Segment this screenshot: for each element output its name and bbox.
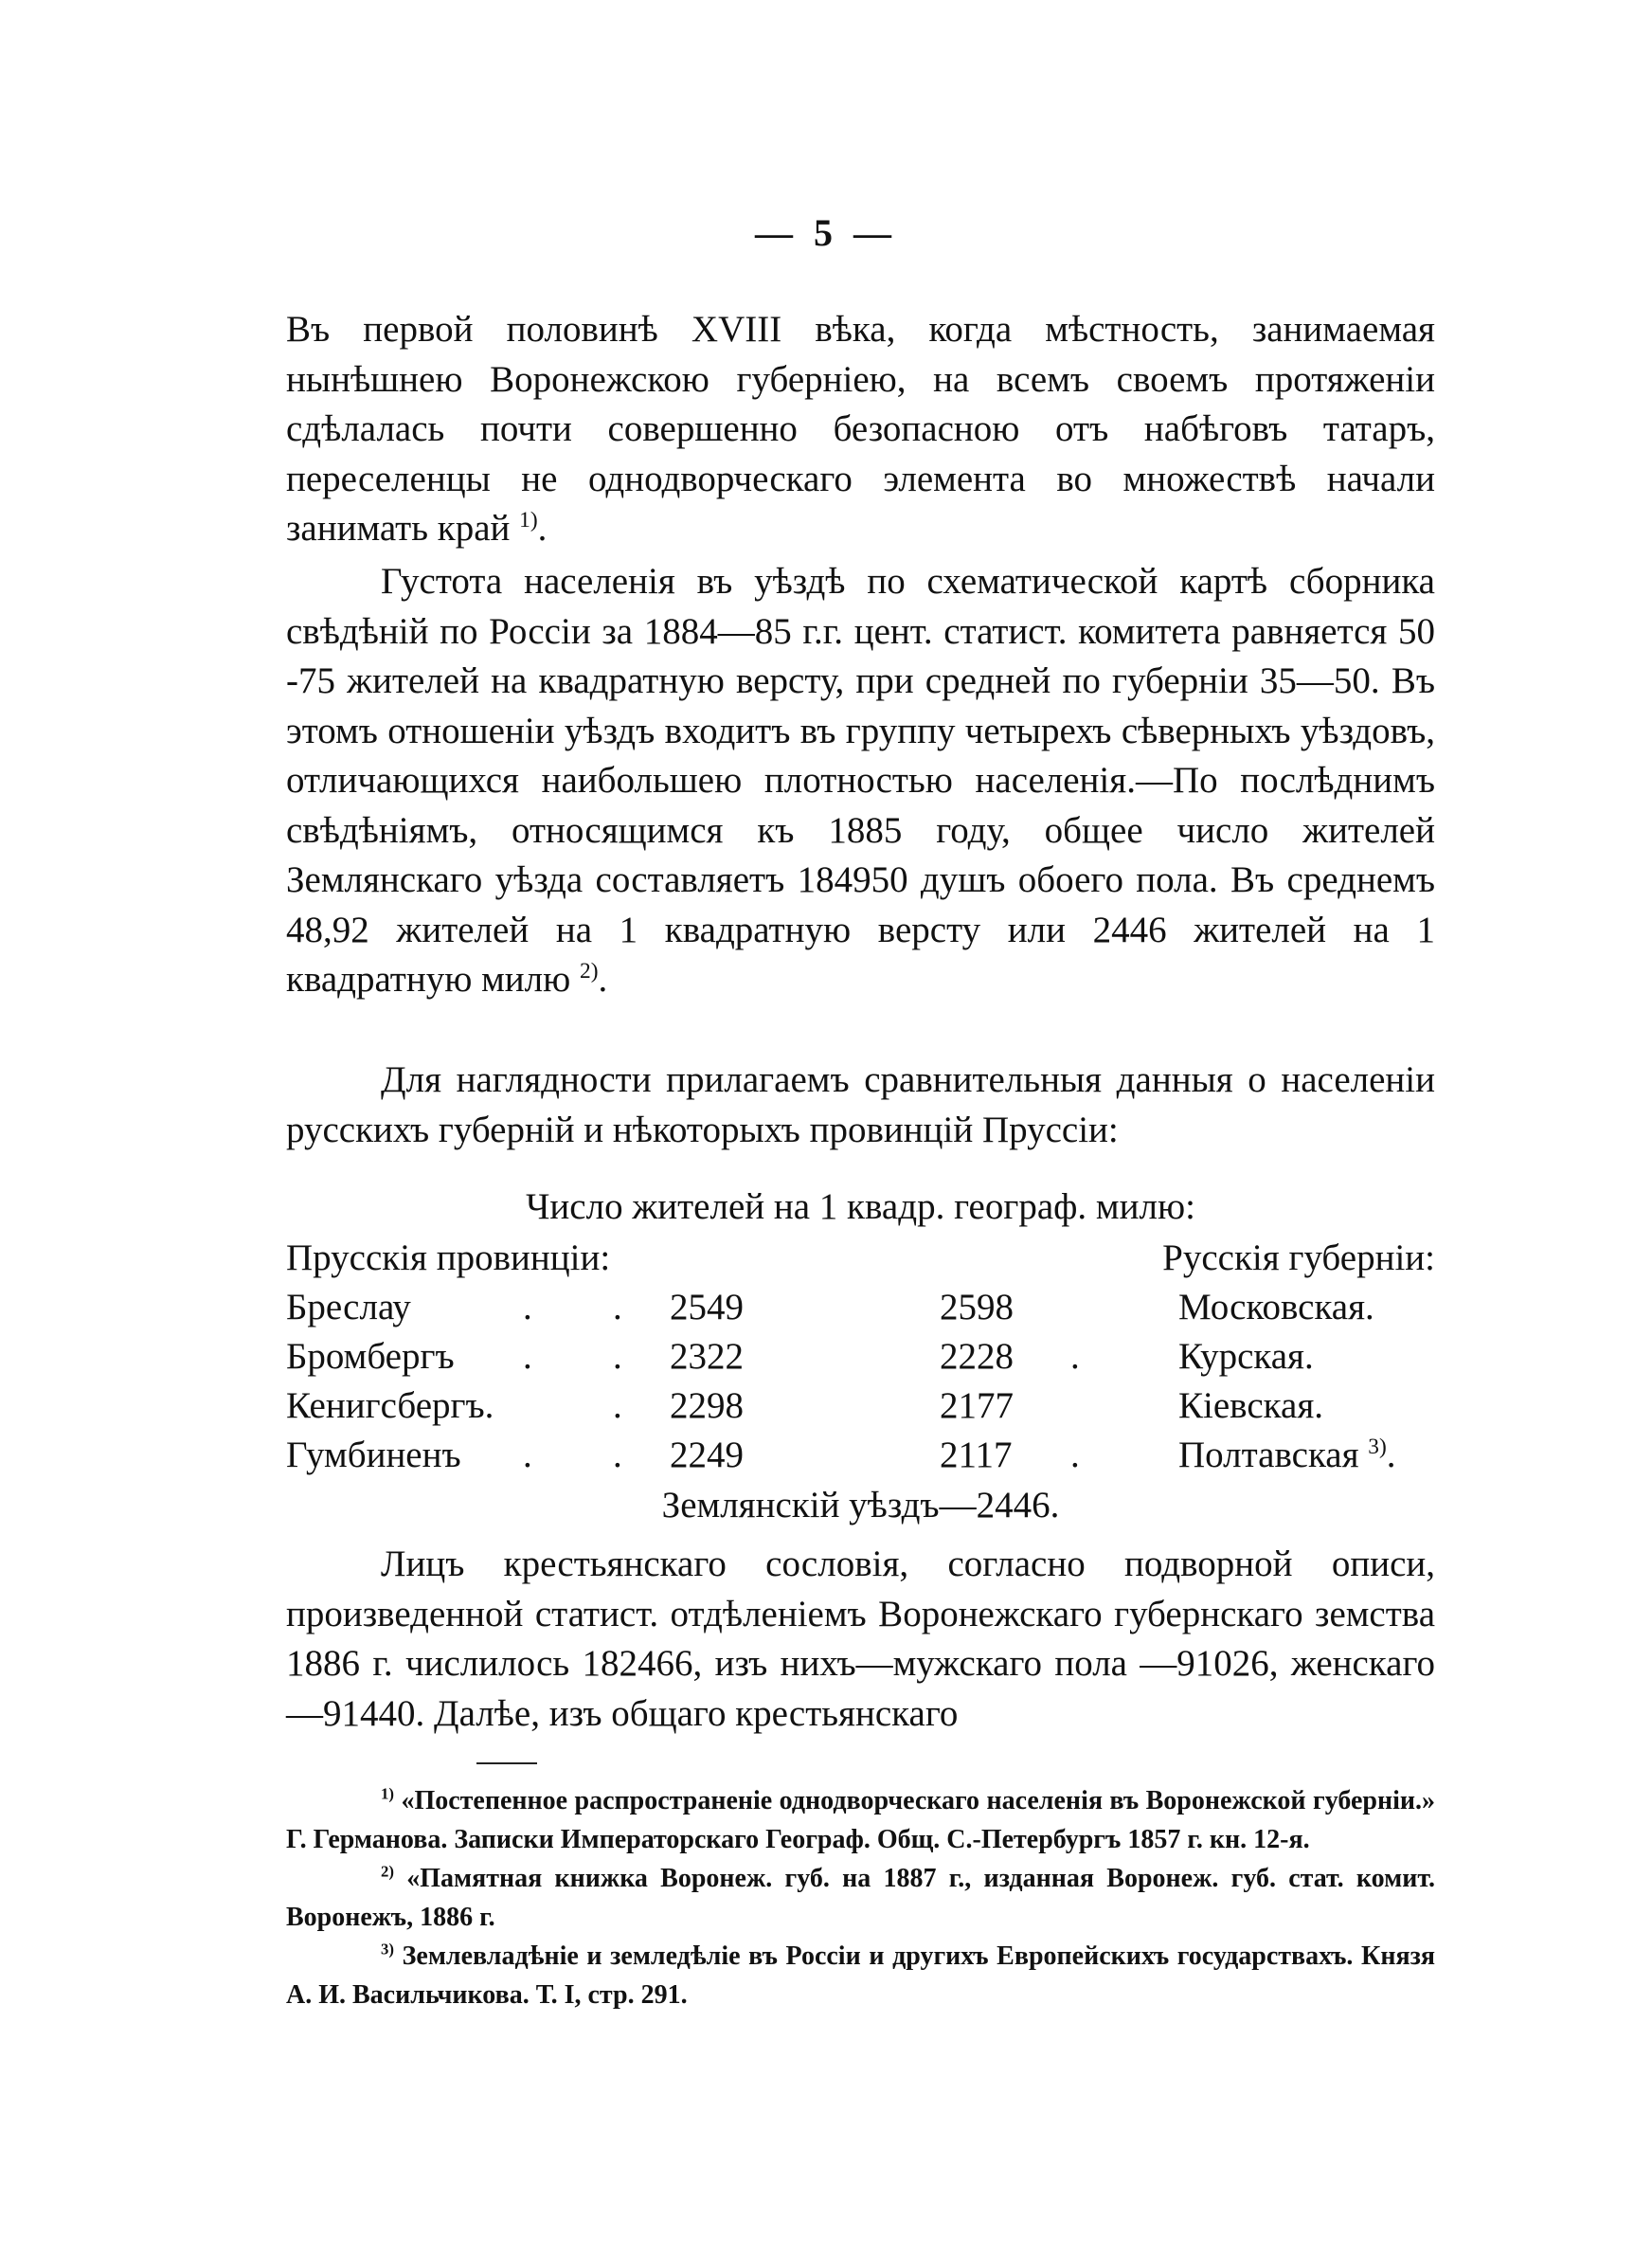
- footnote-ref-1: 1): [519, 508, 538, 533]
- leader-dots: .: [1070, 1336, 1080, 1377]
- table-total: Землянскій уѣздъ—2446.: [661, 1485, 1060, 1526]
- russia-value: 2228: [940, 1336, 1014, 1377]
- footnote-mark: 1): [381, 1784, 394, 1803]
- paragraph-3-text: Для наглядности прилагаемъ сравнительныя данныя о населеніи русскихъ губерній и нѣкоторыхъ провинцій Пруссіи:: [286, 1059, 1435, 1150]
- table-row: [286, 1381, 1435, 1431]
- leader-dots: .: [613, 1435, 622, 1475]
- paragraph-1: [286, 305, 1435, 554]
- table-header-row: [286, 1234, 1435, 1283]
- paragraph-4: [286, 1540, 1435, 1739]
- table-row: [286, 1431, 1435, 1480]
- leader-dots: .: [613, 1287, 622, 1327]
- footnotes: [286, 1781, 1435, 2014]
- leader-dots: .: [613, 1336, 622, 1377]
- russia-value: 2177: [940, 1385, 1014, 1426]
- prussia-value: 2249: [670, 1435, 744, 1475]
- table-header-russia: Русскія губерніи:: [1162, 1237, 1435, 1278]
- paragraph-2: [286, 557, 1435, 1005]
- table-row: [286, 1332, 1435, 1381]
- russia-value: 2598: [940, 1287, 1014, 1327]
- prussia-value: 2298: [670, 1385, 744, 1426]
- footnote-ref-2: 2): [580, 959, 599, 984]
- paragraph-4-text: Лицъ крестьянскаго сословія, согласно подворной описи, произведенной статист. отдѣленіемъ Воронежскаго губернскаго земства 1886 г. числилось 182466, изъ нихъ—мужскаго пола —91026, женскаго—91440. Далѣе, изъ общаго крестьянскаго: [286, 1544, 1435, 1734]
- footnote: [286, 1781, 1435, 1859]
- footnote: [286, 1859, 1435, 1937]
- leader-dots: .: [1070, 1435, 1080, 1475]
- guberniya-end: .: [1386, 1435, 1396, 1475]
- paragraph-1-end: .: [537, 508, 548, 549]
- footnote-text: «Памятная книжка Воронеж. губ. на 1887 г., изданная Воронеж. губ. стат. комит. Воронежъ, 1886 г.: [286, 1864, 1435, 1932]
- paragraph-3: [286, 1056, 1435, 1155]
- russia-guberniya: [1178, 1431, 1396, 1480]
- prussia-province: Кенигсбергъ.: [286, 1385, 494, 1426]
- leader-dots: .: [523, 1287, 532, 1327]
- footnote-ref-3: 3): [1368, 1435, 1387, 1459]
- prussia-province: Бромбергъ: [286, 1336, 455, 1377]
- footnote-mark: 3): [381, 1940, 394, 1959]
- page-number: — 5 —: [755, 211, 897, 254]
- russia-guberniya: Московская.: [1178, 1287, 1374, 1327]
- russia-guberniya: Курская.: [1178, 1336, 1314, 1377]
- comparison-table: [286, 1283, 1435, 1480]
- footnote: [286, 1937, 1435, 2014]
- prussia-value: 2549: [670, 1287, 744, 1327]
- russia-guberniya: Кіевская.: [1178, 1385, 1324, 1426]
- footnote-mark: 2): [381, 1862, 394, 1881]
- footnote-text: Землевладѣніе и земледѣліе въ Россіи и другихъ Европейскихъ государствахъ. Князя А. И. Васильчикова. Т. I, стр. 291.: [286, 1941, 1436, 2010]
- paragraph-1-text: Въ первой половинѣ XVIII вѣка, когда мѣстность, занимаемая нынѣшнею Воронежскою губерніею, на всемъ своемъ протяженіи сдѣлалась почти совершенно безопасною отъ набѣговъ татаръ, переселенцы не однодворческаго элемента во множествѣ начали занимать край: [286, 309, 1435, 549]
- prussia-province: Гумбиненъ: [286, 1435, 461, 1475]
- prussia-province: Бреслау: [286, 1287, 411, 1327]
- leader-dots: .: [613, 1385, 622, 1426]
- footnote-divider: [476, 1762, 537, 1764]
- table-title: Число жителей на 1 квадр. географ. милю:: [526, 1186, 1195, 1227]
- leader-dots: .: [523, 1435, 532, 1475]
- paragraph-2-end: .: [598, 959, 608, 1000]
- footnote-text: «Постепенное распространеніе однодворческаго населенія въ Воронежской губерніи.» Г. Германова. Записки Императорскаго Географ. Общ. С.-Петербургъ 1857 г. кн. 12-я.: [286, 1786, 1436, 1854]
- russia-value: 2117: [940, 1435, 1013, 1475]
- leader-dots: .: [523, 1336, 532, 1377]
- paragraph-2-text: Густота населенія въ уѣздѣ по схематической картѣ сборника свѣдѣній по Россіи за 1884—85 г.г. цент. статист. комитета равняется 50 -75 жителей на квадратную версту, при средней по губерніи 35—50. Въ этомъ отношеніи уѣздъ входитъ въ группу четырехъ сѣверныхъ уѣздовъ, отличающихся наибольшею плотностью населенія.—По послѣднимъ свѣдѣніямъ, относящимся къ 1885 году, общее число жителей Землянскаго уѣзда составляетъ 184950 душъ обоего пола. Въ среднемъ 48,92 жителей на 1 квадратную версту или 2446 жителей на 1 квадратную милю: [286, 561, 1435, 1000]
- prussia-value: 2322: [670, 1336, 744, 1377]
- guberniya-name: Полтавская: [1178, 1435, 1359, 1475]
- table-row: [286, 1283, 1435, 1332]
- table-header-prussia: Прусскія провинціи:: [286, 1237, 611, 1278]
